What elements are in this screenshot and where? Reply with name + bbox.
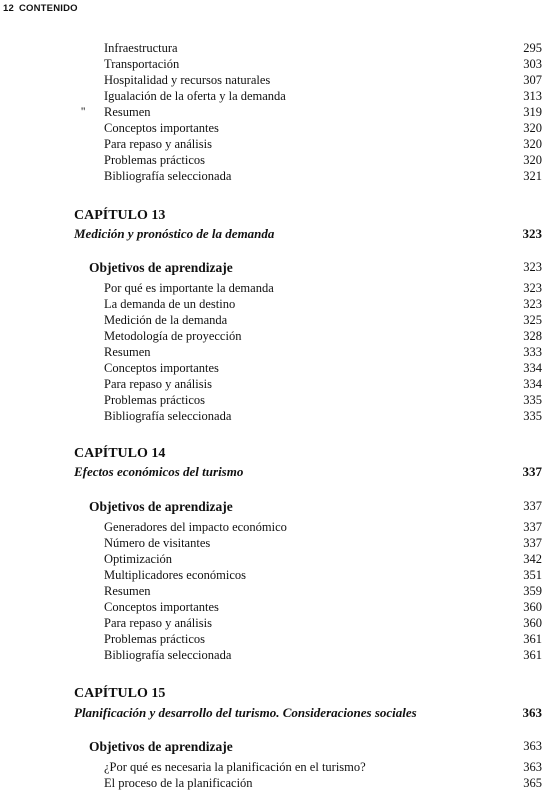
objectives-heading[interactable] — [89, 499, 546, 515]
toc-entry-page: 320 — [523, 153, 542, 167]
toc-entry-label: Conceptos importantes — [104, 121, 219, 135]
toc-entry[interactable] — [0, 599, 546, 615]
toc-entry[interactable] — [0, 56, 546, 72]
toc-entry[interactable] — [0, 312, 546, 328]
toc-entry-page: 320 — [523, 121, 542, 135]
toc-entry-page: 295 — [523, 41, 542, 55]
toc-entry-page: 359 — [523, 584, 542, 598]
chapter-title[interactable] — [74, 705, 546, 721]
toc-entry-label: Transportación — [104, 57, 180, 71]
chapter-page: 337 — [522, 464, 542, 479]
toc-entry[interactable] — [0, 647, 546, 663]
toc-entry[interactable] — [0, 376, 546, 392]
toc-entry[interactable] — [0, 567, 546, 583]
toc-entry-page: 313 — [523, 89, 542, 103]
toc-entry-label: Bibliografía seleccionada — [104, 169, 232, 183]
chapter-title[interactable] — [74, 226, 546, 242]
toc-entry-label: Número de visitantes — [104, 536, 211, 550]
chapter-label: CAPÍTULO 15 — [74, 686, 166, 701]
toc-entry-label: Bibliografía seleccionada — [104, 409, 232, 423]
toc-entry-page: 333 — [523, 345, 542, 359]
toc-entry-page: 360 — [523, 616, 542, 630]
toc-entry-page: 361 — [523, 648, 542, 662]
toc-entry-page: 365 — [523, 776, 542, 790]
toc-entry-label: Generadores del impacto económico — [104, 520, 287, 534]
running-header — [3, 3, 78, 14]
toc-entry[interactable] — [0, 136, 546, 152]
toc-entry-label: Conceptos importantes — [104, 361, 219, 375]
toc-entry-page: 321 — [523, 169, 542, 183]
toc-entry[interactable] — [0, 775, 546, 791]
toc-entry-label: Por qué es importante la demanda — [104, 281, 274, 295]
toc-entry[interactable] — [0, 535, 546, 551]
toc-entry-label: Para repaso y análisis — [104, 137, 212, 151]
toc-entry-page: 323 — [523, 297, 542, 311]
toc-entry-page: 342 — [523, 552, 542, 566]
toc-entry[interactable] — [0, 104, 546, 120]
chapter-title-text: Medición y pronóstico de la demanda — [74, 226, 275, 241]
chapter-label: CAPÍTULO 13 — [74, 208, 166, 223]
chapter-title-text: Efectos económicos del turismo — [74, 464, 244, 479]
objectives-page: 363 — [523, 739, 542, 753]
header-section-title: CONTENIDO — [18, 3, 78, 14]
toc-entry-page: 337 — [523, 520, 542, 534]
toc-entry-page: 323 — [523, 281, 542, 295]
toc-entry-label: Problemas prácticos — [104, 153, 206, 167]
objectives-heading[interactable] — [89, 739, 546, 755]
toc-entry-page: 335 — [523, 409, 542, 423]
toc-entry-label: Optimización — [104, 552, 173, 566]
toc-entry-page: 319 — [523, 105, 542, 119]
toc-entry-label: ¿Por qué es necesaria la planificación en el turismo? — [104, 760, 366, 774]
toc-entry-page: 334 — [523, 377, 542, 391]
toc-entry[interactable] — [0, 519, 546, 535]
toc-entry[interactable] — [0, 120, 546, 136]
toc-entry[interactable] — [0, 583, 546, 599]
toc-entry-label: Igualación de la oferta y la demanda — [104, 89, 286, 103]
toc-entry-page: 337 — [523, 536, 542, 550]
toc-entry-label: Conceptos importantes — [104, 600, 219, 614]
toc-entry-page: 335 — [523, 393, 542, 407]
objectives-label: Objetivos de aprendizaje — [89, 739, 233, 754]
chapter-page: 323 — [522, 226, 542, 241]
toc-entry-page: 325 — [523, 313, 542, 327]
toc-entry[interactable] — [0, 72, 546, 88]
toc-entry-label: Resumen — [104, 584, 151, 598]
toc-entry[interactable] — [0, 759, 546, 775]
toc-entry[interactable] — [0, 40, 546, 56]
toc-entry-label: Medición de la demanda — [104, 313, 228, 327]
toc-entry-page: 361 — [523, 632, 542, 646]
toc-entry-label: Infraestructura — [104, 41, 178, 55]
toc-entry[interactable] — [0, 296, 546, 312]
toc-entry[interactable] — [0, 152, 546, 168]
toc-entry-page: 328 — [523, 329, 542, 343]
toc-entry-label: Hospitalidad y recursos naturales — [104, 73, 271, 87]
toc-entry-label: Resumen — [104, 345, 151, 359]
toc-entry[interactable] — [0, 551, 546, 567]
chapter-page: 363 — [522, 705, 542, 720]
toc-entry-label: El proceso de la planificación — [104, 776, 253, 790]
stray-mark: '' — [81, 104, 86, 118]
objectives-label: Objetivos de aprendizaje — [89, 260, 233, 275]
toc-entry-label: La demanda de un destino — [104, 297, 236, 311]
toc-entry[interactable] — [0, 88, 546, 104]
toc-entry[interactable] — [0, 344, 546, 360]
chapter-title[interactable] — [74, 464, 546, 480]
toc-entry-page: 351 — [523, 568, 542, 582]
toc-entry-page: 303 — [523, 57, 542, 71]
toc-entry-page: 334 — [523, 361, 542, 375]
toc-entry[interactable] — [0, 280, 546, 296]
header-page-number: 12 — [3, 3, 14, 14]
toc-entry-label: Para repaso y análisis — [104, 377, 212, 391]
chapter-label: CAPÍTULO 14 — [74, 446, 166, 461]
toc-entry-page: 363 — [523, 760, 542, 774]
toc-entry-label: Problemas prácticos — [104, 393, 206, 407]
toc-entry-page: 320 — [523, 137, 542, 151]
toc-entry[interactable] — [0, 615, 546, 631]
toc-entry-label: Resumen — [104, 105, 151, 119]
objectives-page: 337 — [523, 499, 542, 513]
toc-entry[interactable] — [0, 392, 546, 408]
toc-entry-label: Bibliografía seleccionada — [104, 648, 232, 662]
objectives-heading[interactable] — [89, 260, 546, 276]
toc-entry-label: Para repaso y análisis — [104, 616, 212, 630]
objectives-page: 323 — [523, 260, 542, 274]
toc-entry[interactable] — [0, 408, 546, 424]
chapter-title-text: Planificación y desarrollo del turismo. Consideraciones sociales — [74, 705, 417, 720]
toc-entry[interactable] — [0, 631, 546, 647]
toc-entry-label: Multiplicadores económicos — [104, 568, 246, 582]
toc-entry[interactable] — [0, 328, 546, 344]
toc-entry-label: Metodología de proyección — [104, 329, 242, 343]
toc-entry-page: 360 — [523, 600, 542, 614]
toc-entry-page: 307 — [523, 73, 542, 87]
toc-entry-label: Problemas prácticos — [104, 632, 206, 646]
toc-entry[interactable] — [0, 360, 546, 376]
objectives-label: Objetivos de aprendizaje — [89, 499, 233, 514]
toc-entry[interactable] — [0, 168, 546, 184]
